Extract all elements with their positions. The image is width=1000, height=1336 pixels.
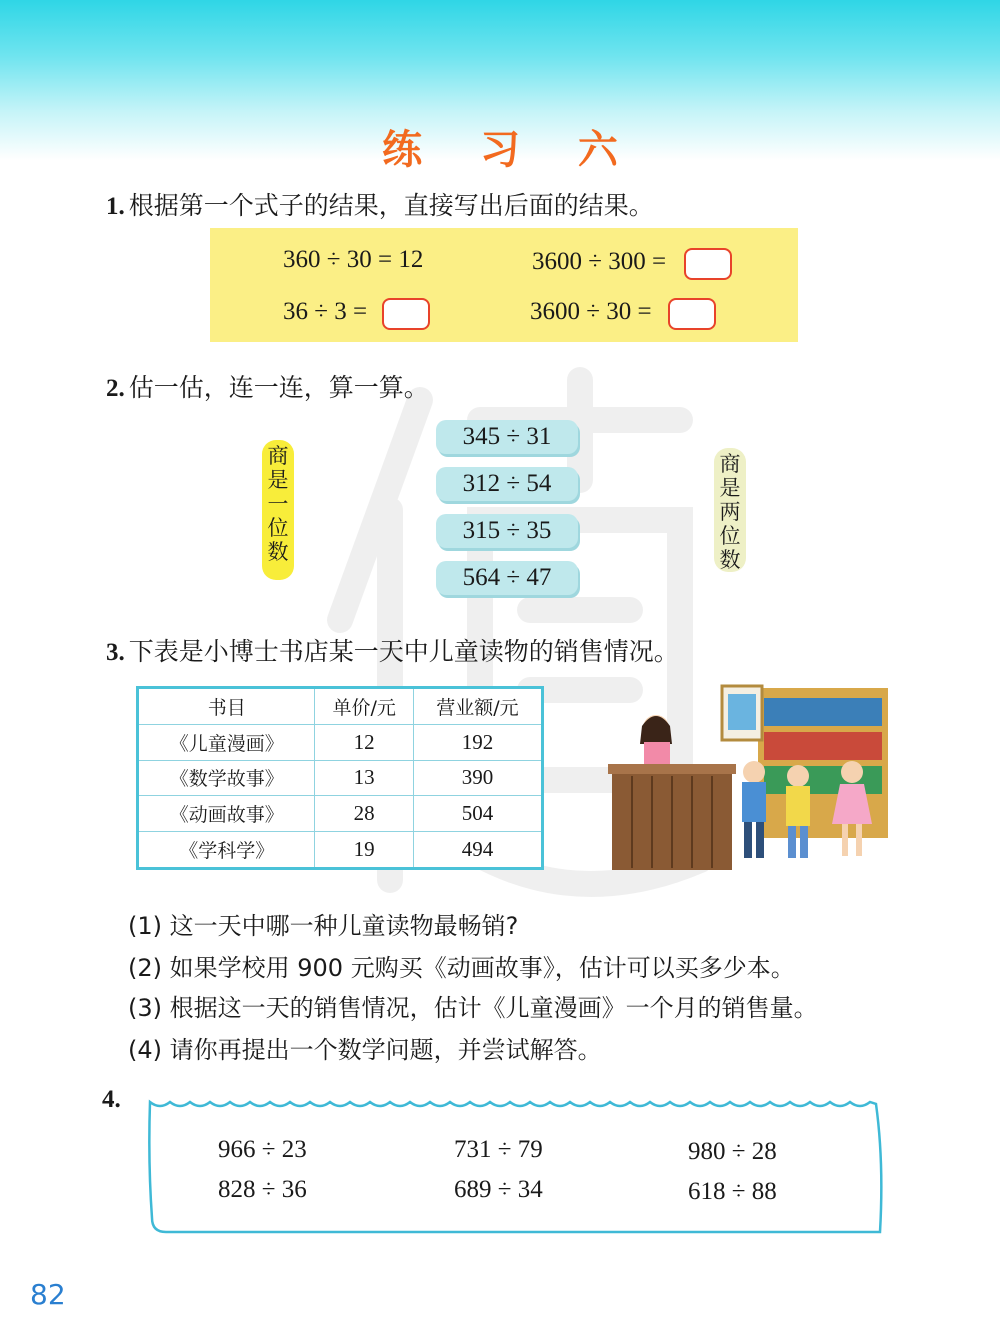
q1-equation-4: 3600 ÷ 30 =: [530, 298, 652, 325]
sales-table: [136, 686, 544, 870]
q1-equation-3: 36 ÷ 3 =: [283, 298, 368, 325]
tag-left-char: 数: [267, 540, 289, 564]
q3-subquestion-3: (3) 根据这一天的销售情况，估计《儿童漫画》一个月的销售量。: [128, 994, 818, 1022]
tag-right-char: 商: [719, 452, 741, 476]
cell-book: 《儿童漫画》: [138, 724, 315, 760]
table-row: [138, 760, 543, 796]
tag-quotient-two-digit: [714, 448, 746, 572]
q4-expression-2: 731 ÷ 79: [454, 1136, 543, 1163]
table-row: [138, 832, 543, 869]
tag-right-char: 数: [719, 548, 741, 572]
cell-book: 《数学故事》: [138, 760, 315, 796]
q2-expression-2[interactable]: 312 ÷ 54: [436, 467, 578, 501]
cell-price: 28: [315, 796, 413, 832]
tag-left-char: 商: [267, 444, 289, 468]
q4-expression-5: 689 ÷ 34: [454, 1176, 543, 1203]
q4-expression-3: 980 ÷ 28: [688, 1138, 777, 1165]
cell-revenue: 192: [413, 724, 542, 760]
q3-subquestion-4: (4) 请你再提出一个数学问题，并尝试解答。: [128, 1036, 602, 1064]
q3-subquestion-2: (2) 如果学校用 900 元购买《动画故事》，估计可以买多少本。: [128, 954, 795, 982]
table-row: [138, 724, 543, 760]
header-revenue: 营业额/元: [413, 688, 542, 725]
q1-equation-2: 3600 ÷ 300 =: [532, 248, 667, 275]
q1-heading: [106, 186, 654, 222]
q3-heading: [106, 632, 679, 668]
header-book: 书目: [138, 688, 315, 725]
cell-price: 12: [315, 724, 413, 760]
bookstore-illustration: [608, 684, 892, 874]
q1-text: 根据第一个式子的结果，直接写出后面的结果。: [128, 191, 654, 220]
q2-expression-1[interactable]: 345 ÷ 31: [436, 420, 578, 454]
q2-heading: [106, 368, 429, 404]
tag-left-char: 一: [267, 492, 289, 516]
cell-revenue: 494: [413, 832, 542, 869]
page-title: 练 习 六: [382, 127, 640, 173]
q4-expression-4: 828 ÷ 36: [218, 1176, 307, 1203]
q4-number: 4.: [102, 1086, 121, 1113]
tag-quotient-one-digit: [262, 440, 294, 580]
q2-expression-4[interactable]: 564 ÷ 47: [436, 561, 578, 595]
q3-number: 3.: [106, 639, 125, 666]
cell-book: 《动画故事》: [138, 796, 315, 832]
cell-price: 13: [315, 760, 413, 796]
table-row: [138, 796, 543, 832]
tag-left-char: 位: [267, 516, 289, 540]
tag-right-char: 位: [719, 524, 741, 548]
q1-answer-box-3[interactable]: [382, 298, 430, 330]
q1-answer-box-2[interactable]: [684, 248, 732, 280]
q1-answer-box-4[interactable]: [668, 298, 716, 330]
tag-left-char: 是: [267, 468, 289, 492]
cell-revenue: 390: [413, 760, 542, 796]
page-number: 82: [30, 1278, 66, 1311]
q4-expression-1: 966 ÷ 23: [218, 1136, 307, 1163]
cell-revenue: 504: [413, 796, 542, 832]
tag-right-char: 两: [719, 500, 741, 524]
table-header-row: [138, 688, 543, 725]
q2-number: 2.: [106, 375, 125, 402]
cell-book: 《学科学》: [138, 832, 315, 869]
q2-expression-3[interactable]: 315 ÷ 35: [436, 514, 578, 548]
q1-equation-given: 360 ÷ 30 = 12: [283, 246, 424, 273]
q4-expression-6: 618 ÷ 88: [688, 1178, 777, 1205]
q3-subquestion-1: (1) 这一天中哪一种儿童读物最畅销?: [128, 912, 519, 940]
q1-number: 1.: [106, 193, 125, 220]
header-unit-price: 单价/元: [315, 688, 413, 725]
q2-text: 估一估，连一连，算一算。: [128, 373, 429, 402]
q3-text: 下表是小博士书店某一天中儿童读物的销售情况。: [128, 637, 679, 666]
tag-right-char: 是: [719, 476, 741, 500]
cell-price: 19: [315, 832, 413, 869]
